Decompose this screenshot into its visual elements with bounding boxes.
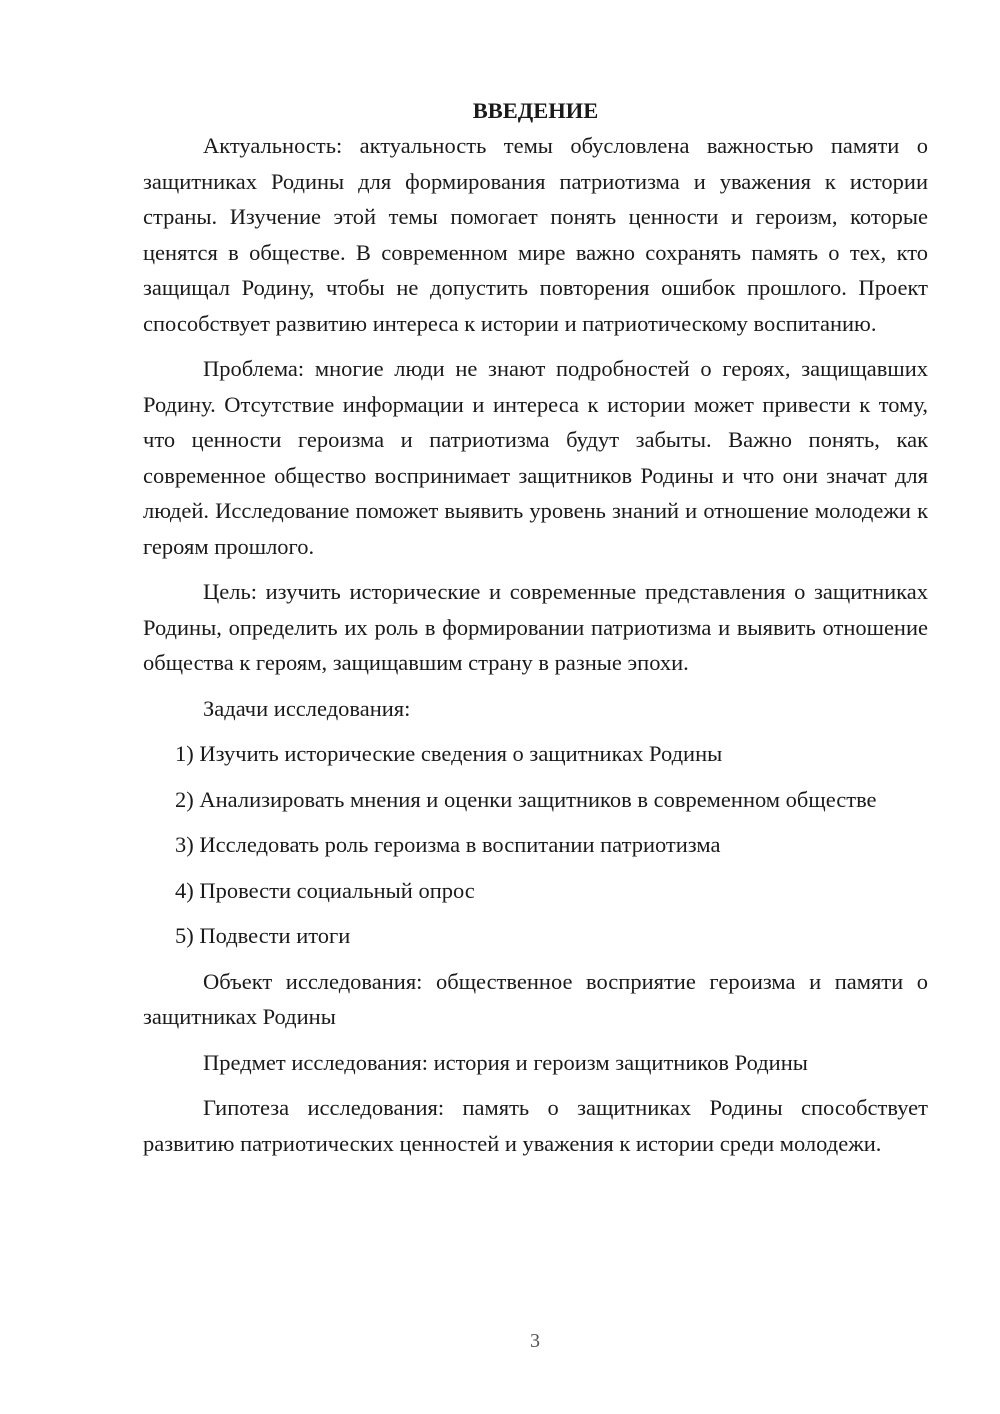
- task-item-2: 2) Анализировать мнения и оценки защитников в современном обществе: [175, 786, 877, 812]
- page-number: 3: [530, 1330, 540, 1352]
- paragraph-object: Объект исследования: общественное восприятие героизма и памяти о защитниках Родины: [143, 968, 928, 1029]
- paragraph-goal: Цель: изучить исторические и современные представления о защитниках Родины, определить их роль в формировании патриотизма и выявить отношение общества к героям, защищавшим страну в разные эпохи.: [143, 579, 928, 675]
- paragraph-hypothesis: Гипотеза исследования: память о защитниках Родины способствует развитию патриотических ценностей и уважения к истории среди молодежи.: [143, 1095, 928, 1156]
- paragraph-problem: Проблема: многие люди не знают подробностей о героях, защищавших Родину. Отсутствие информации и интереса к истории может привести к тому, что ценности героизма и патриотизма будут забыты. Важно понять, как современное общество воспринимает защитников Родины и что они значат для людей. Исследование поможет выявить уровень знаний и отношение молодежи к героям прошлого.: [143, 356, 928, 559]
- task-item-4: 4) Провести социальный опрос: [175, 877, 475, 903]
- task-item-1: 1) Изучить исторические сведения о защитниках Родины: [175, 741, 723, 766]
- paragraph-relevance: Актуальность: актуальность темы обусловлена важностью памяти о защитниках Родины для формирования патриотизма и уважения к истории страны. Изучение этой темы помогает понять ценности и героизм, которые ценятся в обществе. В современном мире важно сохранять память о тех, кто защищал Родину, чтобы не допустить повторения ошибок прошлого. Проект способствует развитию интереса к истории и патриотическому воспитанию.: [143, 133, 928, 336]
- task-item-5: 5) Подвести итоги: [175, 923, 351, 948]
- tasks-heading: Задачи исследования:: [203, 695, 411, 721]
- paragraph-subject: Предмет исследования: история и героизм защитников Родины: [203, 1049, 808, 1075]
- task-item-3: 3) Исследовать роль героизма в воспитании патриотизма: [175, 832, 721, 857]
- section-title: ВВЕДЕНИЕ: [472, 98, 599, 123]
- document-page: [143, 93, 928, 1171]
